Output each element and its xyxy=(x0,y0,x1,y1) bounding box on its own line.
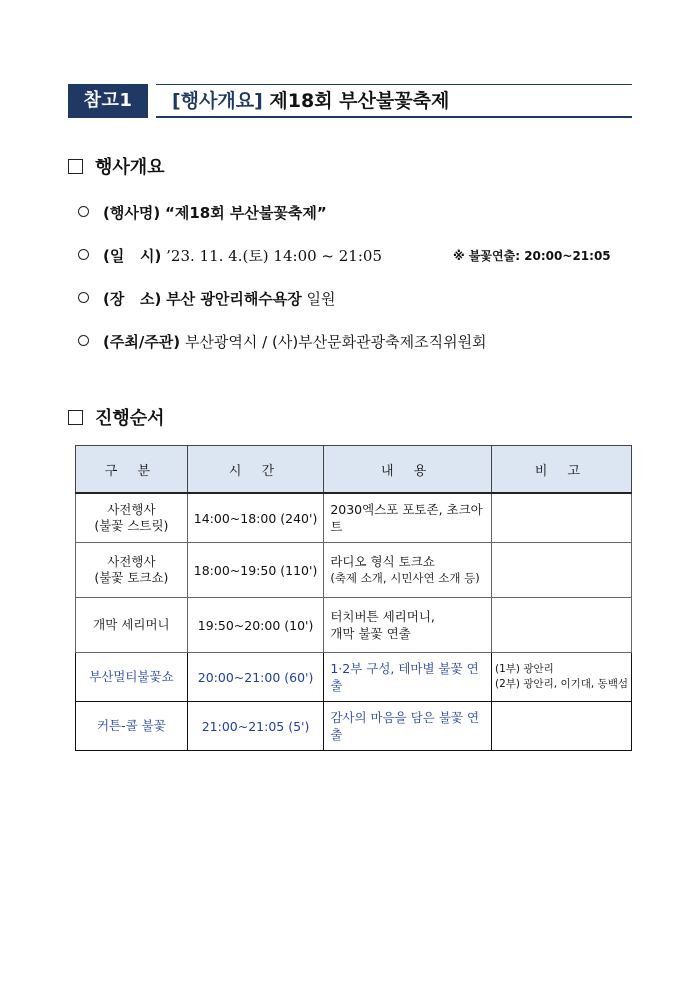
info-label: (주최/주관) xyxy=(103,333,181,351)
info-value: ’23. 11. 4.(토) 14:00 ~ 21:05 xyxy=(166,247,382,265)
category-text: 부산멀티불꽃쇼 xyxy=(89,669,174,684)
info-value: 일원 xyxy=(301,290,336,308)
cell-note xyxy=(491,702,631,751)
cell-category xyxy=(76,598,188,653)
table-row xyxy=(76,543,632,598)
reference-badge: 참고1 xyxy=(68,84,148,118)
note-line: (1부) 광안리 xyxy=(494,663,554,675)
column-header: 구 분 xyxy=(76,446,188,494)
cell-time: 20:00~21:00 (60') xyxy=(187,653,324,702)
title-category: [행사개요] xyxy=(172,90,263,112)
content-text: 1·2부 구성, 테마별 불꽃 연출 xyxy=(330,661,479,693)
table-row xyxy=(76,702,632,751)
info-row-name xyxy=(78,201,327,225)
content-text: 감사의 마음을 담은 불꽃 연출 xyxy=(330,710,480,742)
title-main: 제18회 부산불꽃축제 xyxy=(269,90,450,112)
info-row-location xyxy=(78,287,336,311)
info-label: (행사명) xyxy=(103,204,161,222)
cell-content xyxy=(324,598,492,653)
cell-time: 14:00~18:00 (240') xyxy=(187,493,324,543)
circle-bullet-icon xyxy=(78,335,89,346)
circle-bullet-icon xyxy=(78,292,89,303)
content-sub-text: (축제 소개, 시민사연 소개 등) xyxy=(330,571,480,585)
table-row xyxy=(76,653,632,702)
cell-time: 21:00~21:05 (5') xyxy=(187,702,324,751)
overview-heading xyxy=(68,156,165,180)
cell-content xyxy=(324,543,492,598)
category-text: 커튼-콜 불꽃 xyxy=(96,718,166,733)
cell-time: 18:00~19:50 (110') xyxy=(187,543,324,598)
content-text: 2030엑스포 포토존, 초크아트 xyxy=(330,502,483,534)
info-value: 부산광역시 / (사)부산문화관광축제조직위원회 xyxy=(184,333,487,351)
cell-time: 19:50~20:00 (10') xyxy=(187,598,324,653)
cell-content xyxy=(324,702,492,751)
title-bar xyxy=(68,84,632,118)
category-text: 사전행사 xyxy=(107,502,156,517)
column-header: 비 고 xyxy=(491,446,631,494)
note-line: (2부) 광안리, 이기대, 동백섬 xyxy=(494,678,628,690)
schedule-heading-text: 진행순서 xyxy=(95,408,165,429)
info-label: (일 시) xyxy=(103,247,162,265)
circle-bullet-icon xyxy=(78,249,89,260)
cell-content xyxy=(324,653,492,702)
schedule-table xyxy=(75,445,632,751)
cell-content xyxy=(324,493,492,543)
table-row xyxy=(76,493,632,543)
info-row-datetime xyxy=(78,244,382,268)
content-text: 라디오 형식 토크쇼 xyxy=(330,554,435,569)
column-header: 시 간 xyxy=(187,446,324,494)
checkbox-square-icon xyxy=(68,410,83,425)
info-value-bold: 부산 광안리해수욕장 xyxy=(166,290,302,308)
content-sub-text: 개막 불꽃 연출 xyxy=(330,626,411,641)
cell-category xyxy=(76,702,188,751)
overview-heading-text: 행사개요 xyxy=(95,157,165,178)
schedule-heading xyxy=(68,407,165,431)
info-row-host xyxy=(78,330,487,354)
category-text: 사전행사 xyxy=(107,554,156,569)
document-title xyxy=(172,84,449,118)
column-header: 내 용 xyxy=(324,446,492,494)
circle-bullet-icon xyxy=(78,206,89,217)
content-text: 터치버튼 세리머니, xyxy=(330,609,435,624)
category-sub-text: (불꽃 토크쇼) xyxy=(94,570,169,585)
fireworks-time-note: ※ 불꽃연출: 20:00~21:05 xyxy=(453,249,611,263)
cell-note xyxy=(491,598,631,653)
cell-note xyxy=(491,543,631,598)
cell-note xyxy=(491,653,631,702)
category-text: 개막 세리머니 xyxy=(93,617,170,632)
cell-category xyxy=(76,543,188,598)
table-row xyxy=(76,598,632,653)
category-sub-text: (불꽃 스트릿) xyxy=(94,518,169,533)
cell-note xyxy=(491,493,631,543)
info-value: “제18회 부산불꽃축제” xyxy=(164,204,327,222)
checkbox-square-icon xyxy=(68,159,83,174)
info-label: (장 소) xyxy=(103,290,162,308)
cell-category xyxy=(76,493,188,543)
table-header-row xyxy=(76,446,632,494)
cell-category xyxy=(76,653,188,702)
